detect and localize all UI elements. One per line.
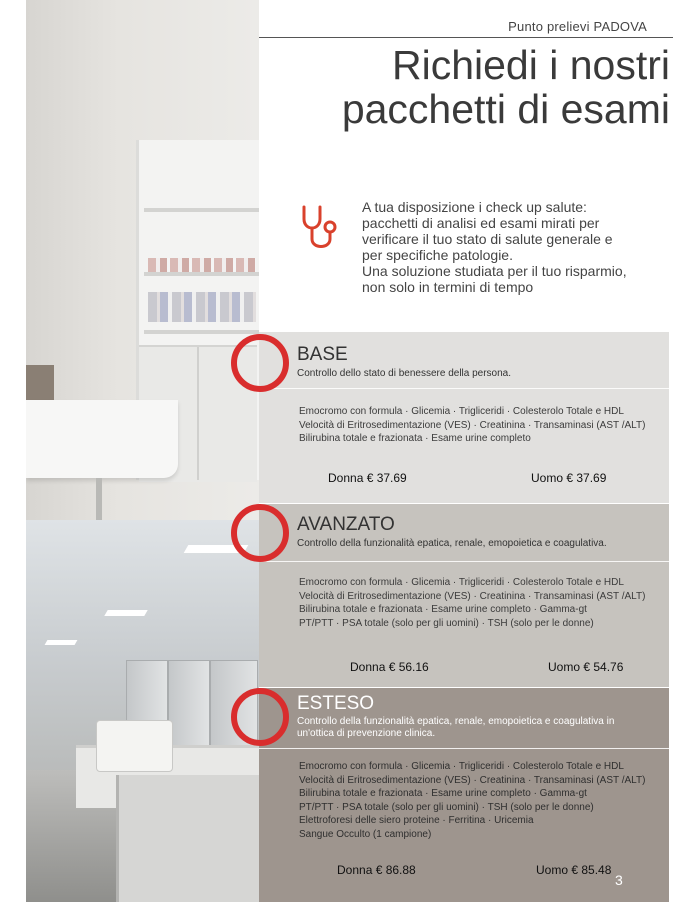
ring-marker-avanzato [231, 504, 289, 562]
exam-line: Emocromo con formula · Glicemia · Trigliceridi · Colesterolo Totale e HDL [299, 761, 624, 772]
ring-marker-esteso [231, 688, 289, 746]
price-uomo: Uomo € 37.69 [531, 471, 607, 485]
package-subtitle [297, 716, 657, 740]
exam-line: Bilirubina totale e frazionata · Esame urine completo · Gamma-gt [299, 604, 587, 615]
laboratory-photo-bottom [26, 520, 259, 902]
intro-line: non solo in termini di tempo [362, 279, 534, 295]
page-number: 3 [615, 872, 623, 888]
lab-counter [116, 775, 259, 902]
lab-machine [96, 720, 173, 772]
exam-line: Bilirubina totale e frazionata · Esame urine completo · Gamma-gt [299, 788, 587, 799]
stethoscope-icon [296, 203, 342, 253]
exam-line: Velocità di Eritrosedimentazione (VES) · Creatinina · Transaminasi (AST /ALT) [299, 774, 646, 786]
exam-line: Elettroforesi delle siero proteine · Ferritina · Uricemia [299, 815, 534, 826]
exam-list [299, 576, 669, 630]
exam-line: Bilirubina totale e frazionata · Esame urine completo [299, 433, 531, 444]
exam-line: Emocromo con formula · Glicemia · Trigliceridi · Colesterolo Totale e HDL [299, 577, 624, 588]
intro-line: pacchetti di analisi ed esami mirati per [362, 215, 600, 231]
package-subtitle: Controllo della funzionalità epatica, renale, emopoietica e coagulativa. [297, 538, 607, 549]
price-donna: Donna € 56.16 [350, 660, 429, 674]
page-title-line: pacchetti di esami [341, 86, 670, 132]
separator [259, 748, 669, 749]
package-title: ESTESO [297, 693, 375, 714]
cabinet-door-split [197, 347, 199, 480]
location-label: Punto prelievi PADOVA [508, 19, 647, 34]
intro-line: verificare il tuo stato di salute generale e [362, 231, 613, 247]
intro-line: Una soluzione studiata per il tuo risparmio, [362, 263, 627, 279]
exam-list [299, 405, 669, 446]
ceiling-light [45, 640, 78, 645]
table [26, 400, 178, 478]
intro-text [362, 199, 662, 295]
exam-line: PT/PTT · PSA totale (solo per gli uomini) · TSH (solo per le donne) [299, 801, 594, 813]
package-subtitle-line: Controllo della funzionalità epatica, renale, emopoietica e coagulativa in [297, 716, 615, 727]
clinic-photo-top [26, 0, 259, 520]
package-subtitle: Controllo dello stato di benessere della persona. [297, 368, 512, 379]
intro-line: A tua disposizione i check up salute: [362, 199, 587, 215]
page-title-line: Richiedi i nostri [392, 42, 670, 88]
package-title: AVANZATO [297, 514, 395, 535]
exam-line: Velocità di Eritrosedimentazione (VES) · Creatinina · Transaminasi (AST /ALT) [299, 419, 646, 431]
exam-line: PT/PTT · PSA totale (solo per gli uomini) · TSH (solo per le donne) [299, 617, 594, 629]
package-esteso [259, 688, 669, 902]
shelf-items [148, 292, 256, 322]
separator [259, 561, 669, 562]
ring-marker-base [231, 334, 289, 392]
shelf [144, 208, 259, 212]
header-rule [259, 37, 673, 38]
page-title [290, 43, 670, 131]
package-title: BASE [297, 344, 348, 365]
price-uomo: Uomo € 85.48 [536, 863, 612, 877]
lab-fridge [168, 660, 210, 752]
separator [259, 388, 669, 389]
shelf [144, 272, 259, 276]
package-base [259, 332, 669, 503]
shelf-items [148, 258, 256, 272]
ceiling-light [104, 610, 147, 616]
exam-line: Velocità di Eritrosedimentazione (VES) · Creatinina · Transaminasi (AST /ALT) [299, 590, 646, 602]
package-avanzato [259, 504, 669, 687]
price-donna: Donna € 37.69 [328, 471, 407, 485]
package-subtitle-line: un'ottica di prevenzione clinica. [297, 728, 436, 739]
price-donna: Donna € 86.88 [337, 863, 416, 877]
exam-list [299, 760, 669, 841]
intro-line: per specifiche patologie. [362, 247, 513, 263]
price-uomo: Uomo € 54.76 [548, 660, 624, 674]
shelf [144, 330, 259, 334]
exam-line: Sangue Occulto (1 campione) [299, 828, 432, 840]
exam-line: Emocromo con formula · Glicemia · Trigliceridi · Colesterolo Totale e HDL [299, 406, 624, 417]
table-leg [96, 478, 102, 520]
